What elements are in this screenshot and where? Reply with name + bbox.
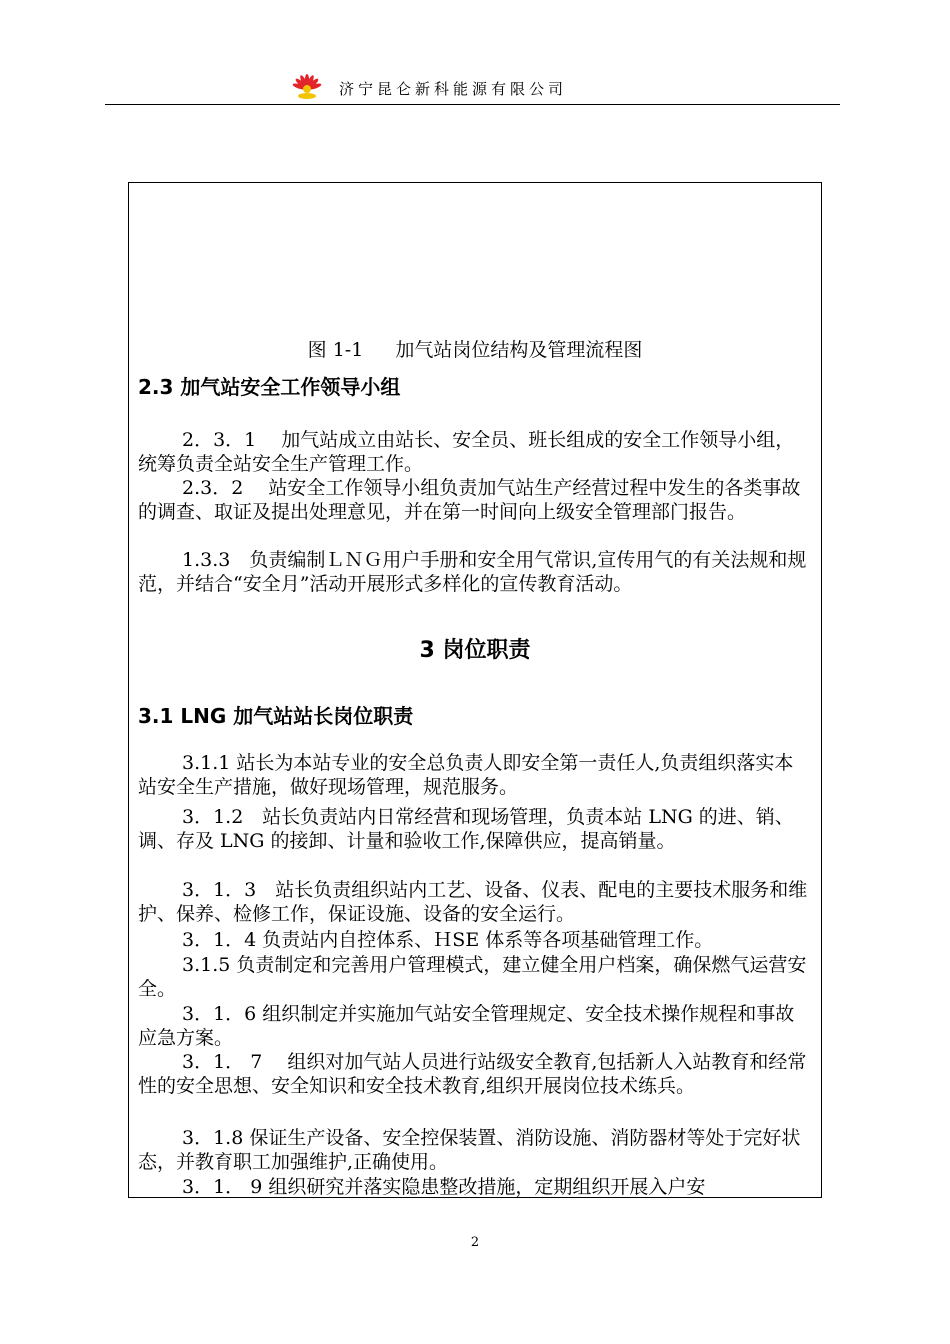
- paragraph-3-1-3: 3．1．3 站长负责组织站内工艺、设备、仪表、配电的主要技术服务和维护、保养、检修工作，保证设施、设备的安全运行。: [138, 879, 808, 925]
- figure-title: 加气站岗位结构及管理流程图: [395, 339, 643, 361]
- paragraph-3-1-2: 3．1.2 站长负责站内日常经营和现场管理，负责本站 LNG 的进、销、调、存及 LNG 的接卸、计量和验收工作,保障供应，提高销量。: [138, 806, 794, 852]
- page-header: [105, 68, 840, 105]
- paragraph-2-3-2: 2.3．2 站安全工作领导小组负责加气站生产经营过程中发生的各类事故的调查、取证及提出处理意见，并在第一时间向上级安全管理部门报告。: [138, 477, 801, 523]
- section-heading-3-1: 3.1 LNG 加气站站长岗位职责: [138, 704, 414, 728]
- paragraph-3-1-4: 3．1．4 负责站内自控体系、ＨSE 体系等各项基础管理工作。: [182, 929, 714, 951]
- paragraph-2-3-1: 2．3．1 加气站成立由站长、安全员、班长组成的安全工作领导小组，统筹负责全站安全生产管理工作。: [138, 429, 795, 475]
- section-heading-2-3: 2.3 加气站安全工作领导小组: [138, 375, 401, 399]
- figure-number: 图 1-1: [307, 339, 364, 361]
- paragraph-3-1-1: 3.1.1 站长为本站专业的安全总负责人即安全第一责任人,负责组织落实本站安全生产措施，做好现场管理，规范服务。: [138, 752, 794, 798]
- paragraph-3-1-5: 3.1.5 负责制定和完善用户管理模式，建立健全用户档案，确保燃气运营安全。: [138, 954, 807, 1000]
- chapter-heading: 3 岗位职责: [419, 638, 531, 663]
- paragraph-3-1-9: 3．1． 9 组织研究并落实隐患整改措施，定期组织开展入户安: [182, 1176, 706, 1198]
- content-frame: [128, 182, 822, 1198]
- paragraph-3-1-6: 3．1．6 组织制定并实施加气站安全管理规定、安全技术操作规程和事故应急方案。: [138, 1003, 795, 1049]
- company-logo-icon: [292, 72, 322, 102]
- paragraph-2-3-3: 1.3.3 负责编制ＬＮＧ用户手册和安全用气常识,宣传用气的有关法规和规范，并结合“安全月”活动开展形式多样化的宣传教育活动。: [138, 549, 807, 595]
- page-number: 2: [470, 1235, 480, 1250]
- paragraph-3-1-8: 3．1.8 保证生产设备、安全控保装置、消防设施、消防器材等处于完好状态，并教育职工加强维护,正确使用。: [138, 1127, 801, 1173]
- paragraph-3-1-7: 3．1． 7 组织对加气站人员进行站级安全教育,包括新人入站教育和经常性的安全思想、安全知识和安全技术教育,组织开展岗位技术练兵。: [138, 1051, 807, 1097]
- company-name: 济宁昆仑新科能源有限公司: [339, 80, 568, 98]
- figure-caption: [129, 335, 821, 362]
